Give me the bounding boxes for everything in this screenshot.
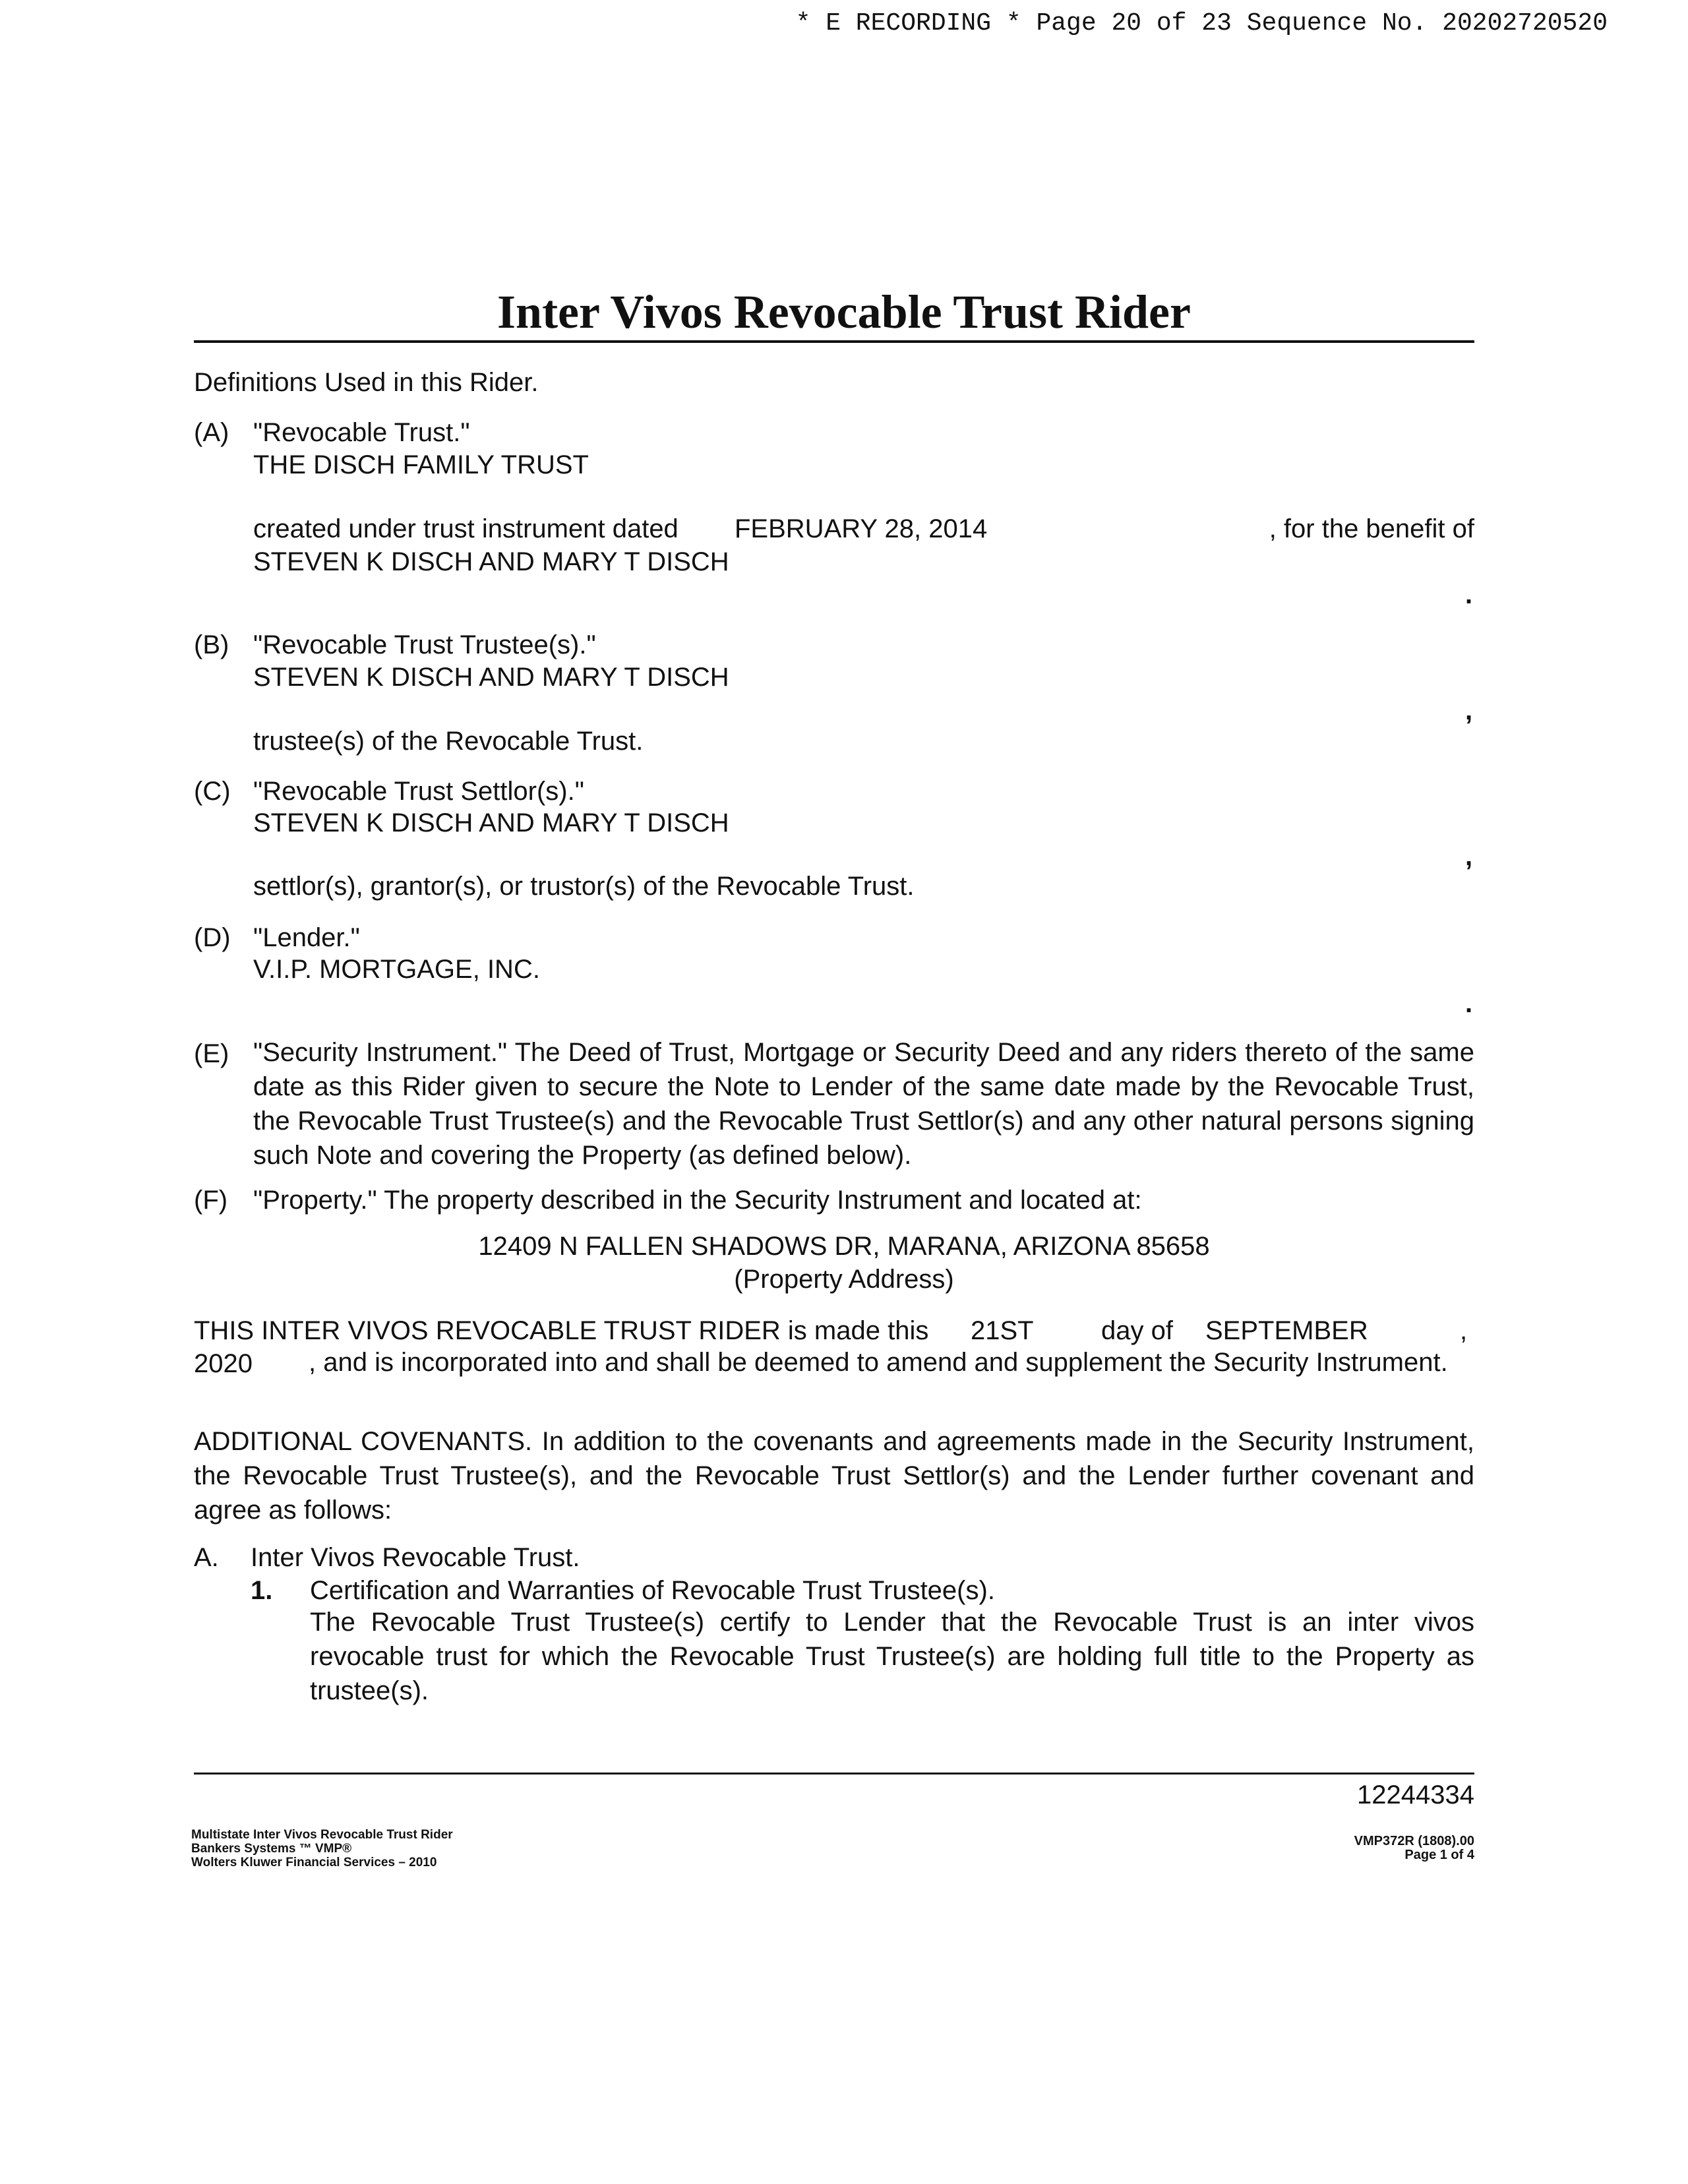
property-address-caption: (Property Address)	[734, 1265, 954, 1294]
footer-form-name: Multistate Inter Vivos Revocable Trust Rider	[191, 1828, 453, 1842]
def-d-term: "Lender."	[253, 923, 360, 952]
footer-form-number: VMP372R (1808).00	[1354, 1834, 1474, 1848]
def-a-label: (A)	[194, 418, 229, 447]
item-1-label: 1.	[251, 1576, 273, 1605]
section-a-label: A.	[194, 1543, 219, 1572]
def-d-end-mark: .	[1465, 989, 1473, 1018]
def-b-end-mark: ,	[1465, 696, 1473, 725]
def-c-value: STEVEN K DISCH AND MARY T DISCH	[253, 808, 729, 837]
def-b-value: STEVEN K DISCH AND MARY T DISCH	[253, 663, 729, 692]
def-b-label: (B)	[194, 630, 229, 659]
made-clause-intro: THIS INTER VIVOS REVOCABLE TRUST RIDER is made this	[194, 1316, 929, 1345]
def-a-date: FEBRUARY 28, 2014	[735, 514, 988, 543]
def-d-label: (D)	[194, 923, 231, 952]
def-a-created-text: created under trust instrument dated	[253, 514, 678, 543]
def-a-end-mark: .	[1465, 580, 1473, 609]
def-c-label: (C)	[194, 777, 231, 806]
def-a-benefit-text: , for the benefit of	[1269, 514, 1474, 543]
def-e-label: (E)	[194, 1039, 229, 1068]
def-c-end-mark: ,	[1465, 842, 1473, 871]
made-clause-comma: ,	[1460, 1316, 1468, 1345]
item-1-text: The Revocable Trust Trustee(s) certify to Lender that the Revocable Trust is an inter vivos revocable trust for which the Revocable Trust Trustee(s) are holding full title to the Property as trustee(s).	[310, 1608, 1474, 1705]
def-f-label: (F)	[194, 1186, 228, 1215]
def-a-term: "Revocable Trust."	[253, 418, 470, 447]
item-1-title: Certification and Warranties of Revocable Trust Trustee(s).	[310, 1576, 995, 1605]
made-clause-year: 2020	[194, 1349, 253, 1378]
loan-number: 12244334	[1357, 1780, 1474, 1809]
property-address: 12409 N FALLEN SHADOWS DR, MARANA, ARIZONA 85658	[478, 1232, 1210, 1261]
made-clause-day: 21ST	[971, 1316, 1034, 1345]
made-clause-day-of: day of	[1101, 1316, 1173, 1345]
document-title: Inter Vivos Revocable Trust Rider	[497, 286, 1191, 338]
footer-page-number: Page 1 of 4	[1404, 1848, 1474, 1862]
footer-copyright: Wolters Kluwer Financial Services – 2010	[191, 1856, 437, 1869]
additional-covenants: ADDITIONAL COVENANTS. In addition to the covenants and agreements made in the Security Instrument, the Revocable Trust Trustee(s), and the Revocable Trust Settlor(s) and the Lender further covenant and agree as follows:	[194, 1427, 1474, 1525]
def-b-term: "Revocable Trust Trustee(s)."	[253, 630, 596, 659]
title-rule	[194, 340, 1474, 343]
def-a-beneficiaries: STEVEN K DISCH AND MARY T DISCH	[253, 547, 729, 576]
footer-publisher: Bankers Systems ™ VMP®	[191, 1842, 352, 1856]
def-e-text: "Security Instrument." The Deed of Trust, Mortgage or Security Deed and any riders thereto of the same date as this Rider given to secure the Note to Lender of the same date made by the Revocable Trust, the Revocable Trust Trustee(s) and the Revocable Trust Settlor(s) and any other natural persons signing such Note and covering the Property (as defined below).	[253, 1038, 1474, 1170]
recording-header: * E RECORDING * Page 20 of 23 Sequence No. 20202720520	[795, 9, 1608, 38]
footer-rule	[194, 1773, 1474, 1774]
def-c-term: "Revocable Trust Settlor(s)."	[253, 777, 584, 806]
def-c-suffix: settlor(s), grantor(s), or trustor(s) of the Revocable Trust.	[253, 872, 915, 901]
section-a-title: Inter Vivos Revocable Trust.	[251, 1543, 580, 1572]
def-b-suffix: trustee(s) of the Revocable Trust.	[253, 727, 644, 756]
made-clause-month: SEPTEMBER	[1205, 1316, 1368, 1345]
def-d-value: V.I.P. MORTGAGE, INC.	[253, 955, 540, 984]
definitions-heading: Definitions Used in this Rider.	[194, 368, 539, 397]
def-f-text: "Property." The property described in the Security Instrument and located at:	[253, 1186, 1142, 1215]
made-clause-rest: , and is incorporated into and shall be deemed to amend and supplement the Security Instrument.	[309, 1348, 1448, 1377]
def-a-value: THE DISCH FAMILY TRUST	[253, 450, 589, 479]
